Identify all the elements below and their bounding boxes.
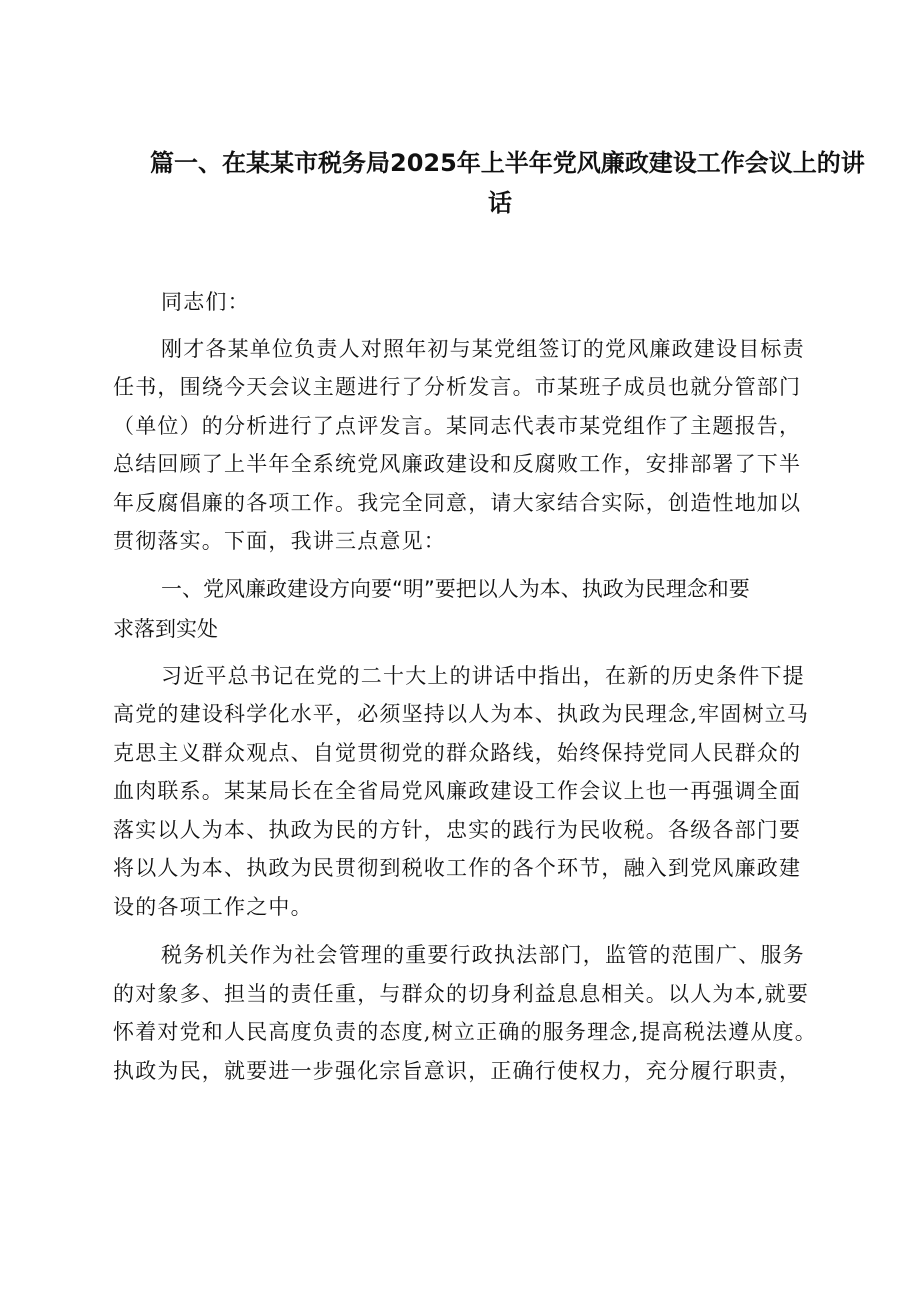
paragraph-2 xyxy=(113,657,843,927)
paragraph-line: 血肉联系。某某局长在全省局党风廉政建设工作会议上也一再强调全面 xyxy=(113,779,802,803)
paragraph-line: 任书，围绕今天会议主题进行了分析发言。市某班子成员也就分管部门 xyxy=(113,375,802,399)
paragraph-line: 税务机关作为社会管理的重要行政执法部门，监管的范围广、服务 xyxy=(161,943,805,967)
paragraph-line: 高党的建设科学化水平，必须坚持以人为本、执政为民理念,牢固树立马 xyxy=(113,702,810,726)
salutation-text: 同志们： xyxy=(161,290,250,314)
title-line: 话 xyxy=(488,189,512,217)
paragraph-line: （单位）的分析进行了点评发言。某同志代表市某党组作了主题报告， xyxy=(113,413,802,438)
document-title xyxy=(150,143,865,223)
document-body xyxy=(113,283,843,1090)
paragraph-3 xyxy=(113,936,843,1090)
heading-line: 一、党风廉政建设方向要“明”要把以人为本、执政为民理念和要 xyxy=(161,576,750,601)
paragraph-line: 落实以人为本、执政为民的方针，忠实的践行为民收税。各级各部门要 xyxy=(113,817,802,842)
paragraph-line: 年反腐倡廉的各项工作。我完全同意，请大家结合实际，创造性地加以 xyxy=(113,490,802,515)
paragraph-line: 习近平总书记在党的二十大上的讲话中指出，在新的历史条件下提 xyxy=(161,663,805,688)
salutation xyxy=(113,283,843,322)
paragraph-line: 设的各项工作之中。 xyxy=(113,894,313,919)
paragraph-line: 的对象多、担当的责任重，与群众的切身利益息息相关。以人为本,就要 xyxy=(113,981,810,1006)
paragraph-line: 怀着对党和人民高度负责的态度,树立正确的服务理念,提高税法遵从度。 xyxy=(113,1020,817,1044)
paragraph-line: 总结回顾了上半年全系统党风廉政建设和反腐败工作，安排部署了下半 xyxy=(113,452,802,476)
section-heading-1 xyxy=(113,569,843,649)
heading-line: 求落到实处 xyxy=(113,616,218,641)
paragraph-line: 贯彻落实。下面，我讲三点意见： xyxy=(113,529,446,553)
paragraph-line: 执政为民，就要进一步强化宗旨意识，正确行使权力，充分履行职责， xyxy=(113,1058,802,1083)
paragraph-1 xyxy=(113,330,843,561)
paragraph-line: 将以人为本、执政为民贯彻到税收工作的各个环节，融入到党风廉政建 xyxy=(113,856,802,880)
title-line: 篇一、在某某市税务局2025年上半年党风廉政建设工作会议上的讲 xyxy=(150,149,865,177)
paragraph-line: 克思主义群众观点、自觉贯彻党的群众路线，始终保持党同人民群众的 xyxy=(113,740,802,765)
paragraph-line: 刚才各某单位负责人对照年初与某党组签订的党风廉政建设目标责 xyxy=(161,336,805,361)
